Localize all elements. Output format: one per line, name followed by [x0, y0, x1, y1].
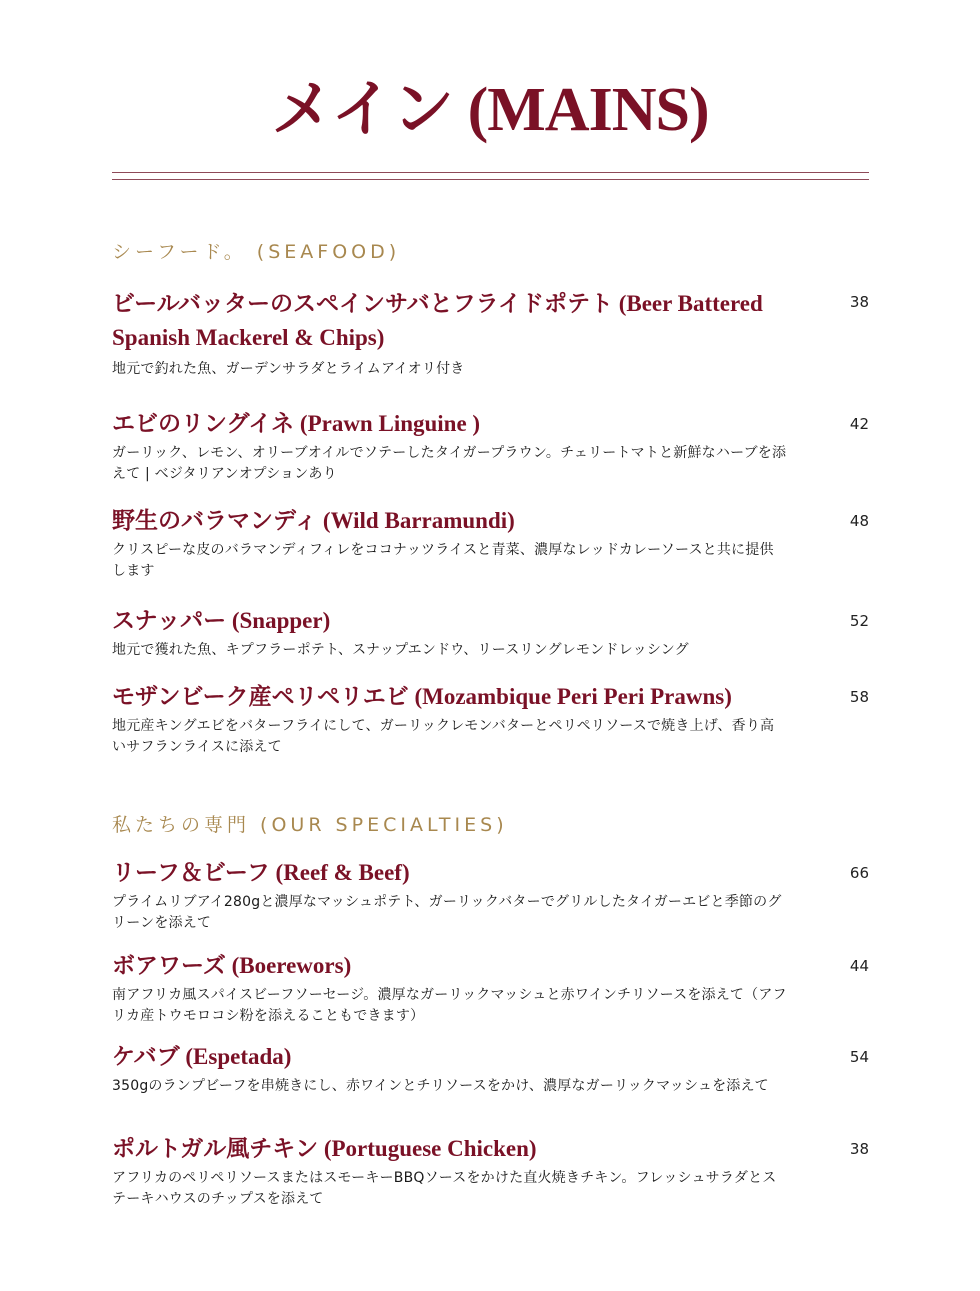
section-heading-specialties: 私たちの専門 (OUR SPECIALTIES): [112, 814, 508, 836]
menu-item-price: 42: [849, 415, 869, 433]
menu-item: [112, 951, 869, 1027]
menu-item-description: 地元で獲れた魚、キプフラーポテト、スナップエンドウ、リースリングレモンドレッシング: [112, 642, 689, 658]
menu-item-price: 58: [849, 688, 869, 706]
menu-item-price: 54: [849, 1048, 869, 1066]
section-heading-seafood: シーフード。 (SEAFOOD): [112, 241, 401, 263]
menu-item-name: スナッパー (Snapper): [112, 608, 331, 633]
title-divider-bottom: [112, 179, 869, 180]
menu-item-description: 南アフリカ風スパイスビーフソーセージ。濃厚なガーリックマッシュと赤ワインチリソースを添えて（アフリカ産トウモロコシ粉を添えることもできます）: [112, 987, 787, 1024]
menu-item: [112, 287, 869, 380]
page-title: メイン (MAINS): [271, 76, 709, 144]
menu-item: [112, 1042, 869, 1097]
menu-item-name: モザンビーク産ペリペリエビ (Mozambique Peri Peri Prawns): [112, 684, 732, 709]
menu-item-description: 350gのランプビーフを串焼きにし、赤ワインとチリソースをかけ、濃厚なガーリックマッシュを添えて: [112, 1078, 769, 1094]
menu-item-description: クリスピーな皮のバラマンディフィレをココナッツライスと青菜、濃厚なレッドカレーソースと共に提供します: [112, 542, 774, 579]
menu-item-name: リーフ＆ビーフ (Reef & Beef): [112, 860, 410, 885]
menu-item-name: エビのリングイネ (Prawn Linguine ): [112, 411, 481, 436]
menu-item-description: ガーリック、レモン、オリーブオイルでソテーしたタイガープラウン。チェリートマトと新鮮なハーブを添えて | ベジタリアンオプションあり: [112, 445, 787, 482]
menu-item-price: 66: [849, 864, 869, 882]
menu-item-price: 38: [849, 1140, 869, 1158]
menu-item-description: 地元で釣れた魚、ガーデンサラダとライムアイオリ付き: [112, 361, 465, 377]
menu-item-price: 44: [849, 957, 869, 975]
menu-item: [112, 682, 869, 758]
title-divider-top: [112, 172, 869, 173]
menu-item: [112, 858, 869, 934]
menu-item-name: ポルトガル風チキン (Portuguese Chicken): [112, 1136, 537, 1161]
menu-item-description: プライムリブアイ280gと濃厚なマッシュポテト、ガーリックバターでグリルしたタイガーエビと季節のグリーンを添えて: [112, 894, 782, 931]
menu-item-name: ケバブ (Espetada): [112, 1044, 292, 1069]
menu-item: [112, 506, 869, 582]
menu-item-name: 野生のバラマンディ (Wild Barramundi): [112, 508, 515, 533]
menu-item-price: 38: [849, 293, 869, 311]
menu-item-price: 48: [849, 512, 869, 530]
menu-item: [112, 1134, 869, 1210]
menu-item: [112, 606, 869, 661]
menu-item: [112, 409, 869, 485]
menu-item-description: 地元産キングエビをバターフライにして、ガーリックレモンバターとペリペリソースで焼き上げ、香り高いサフランライスに添えて: [112, 718, 775, 755]
menu-item-description: アフリカのペリペリソースまたはスモーキーBBQソースをかけた直火焼きチキン。フレッシュサラダとステーキハウスのチップスを添えて: [112, 1170, 777, 1207]
menu-item-price: 52: [849, 612, 869, 630]
menu-item-name: ビールバッターのスペインサバとフライドポテト (Beer Battered Spanish Mackerel & Chips): [112, 291, 763, 350]
menu-item-name: ボアワーズ (Boerewors): [112, 953, 352, 978]
